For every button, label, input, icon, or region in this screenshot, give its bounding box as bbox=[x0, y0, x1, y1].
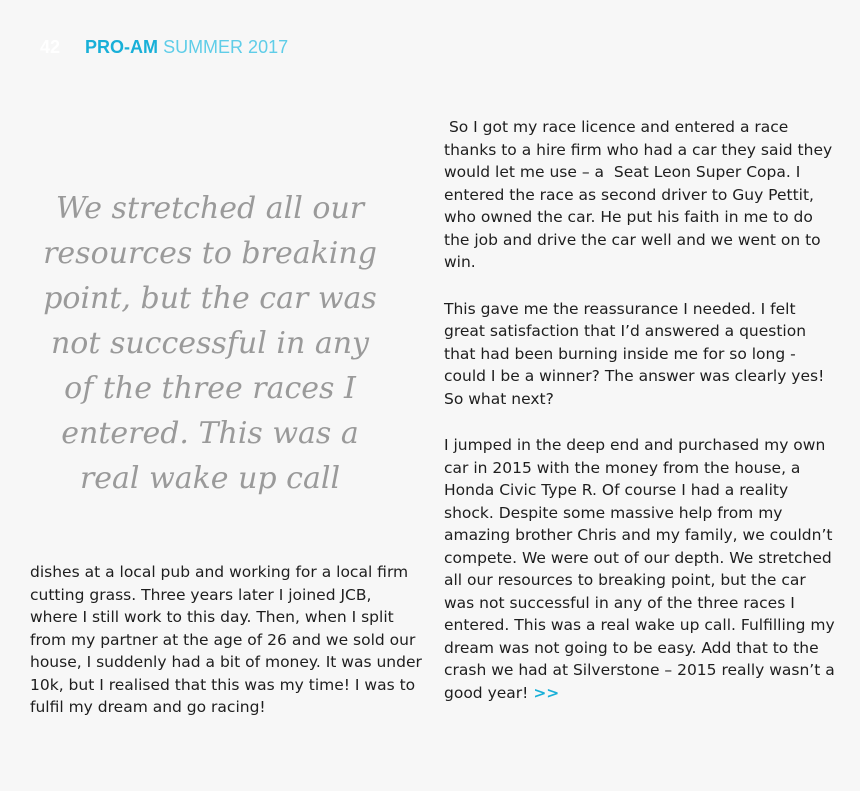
left-column bbox=[30, 561, 422, 719]
magazine-name: PRO-AM bbox=[85, 37, 159, 57]
body-paragraph-2: This gave me the reassurance I needed. I felt great satisfaction that I’d answered a question that had been burning inside me for so long - could I be a winner? The answer was clearly yes! So what next? bbox=[444, 299, 825, 408]
body-paragraph-1: So I got my race licence and entered a race thanks to a hire firm who had a car they said they would let me use – a Seat Leon Super Copa. I entered the race as second driver to Guy Pettit, who owned the car. He put his faith in me to do the job and drive the car well and we went on to win. bbox=[444, 118, 838, 271]
page-number: 42 bbox=[40, 37, 61, 57]
body-paragraph-3 bbox=[444, 434, 836, 704]
body-paragraph: dishes at a local pub and working for a local firm cutting grass. Three years later I joined JCB, where I still work to this day. Then, when I split from my partner at the age of 26 and we sold our house, I suddenly had a bit of money. It was under 10k, but I realised that this was my time! I was to fulfil my dream and go racing! bbox=[30, 563, 422, 716]
page-header bbox=[40, 36, 288, 58]
continue-arrow: >> bbox=[533, 683, 560, 702]
right-column bbox=[444, 116, 836, 728]
pull-quote: We stretched all our resources to breaking point, but the car was not successful in any of the three races I entered. This was a real wake up call bbox=[43, 191, 377, 496]
issue-label: SUMMER 2017 bbox=[163, 37, 289, 57]
body-paragraph-3-text: I jumped in the deep end and purchased my own car in 2015 with the money from the house, a Honda Civic Type R. Of course I had a reality shock. Despite some massive help from my amazing brother Chris and my family, we couldn’t compete. We were out of our depth. We stretched all our resources to breaking point, but the car was not successful in any of the three races I entered. This was a real wake up call. Fulfilling my dream was not going to be easy. Add that to the crash we had at Silverstone – 2015 really wasn’t a good year! bbox=[444, 436, 835, 702]
